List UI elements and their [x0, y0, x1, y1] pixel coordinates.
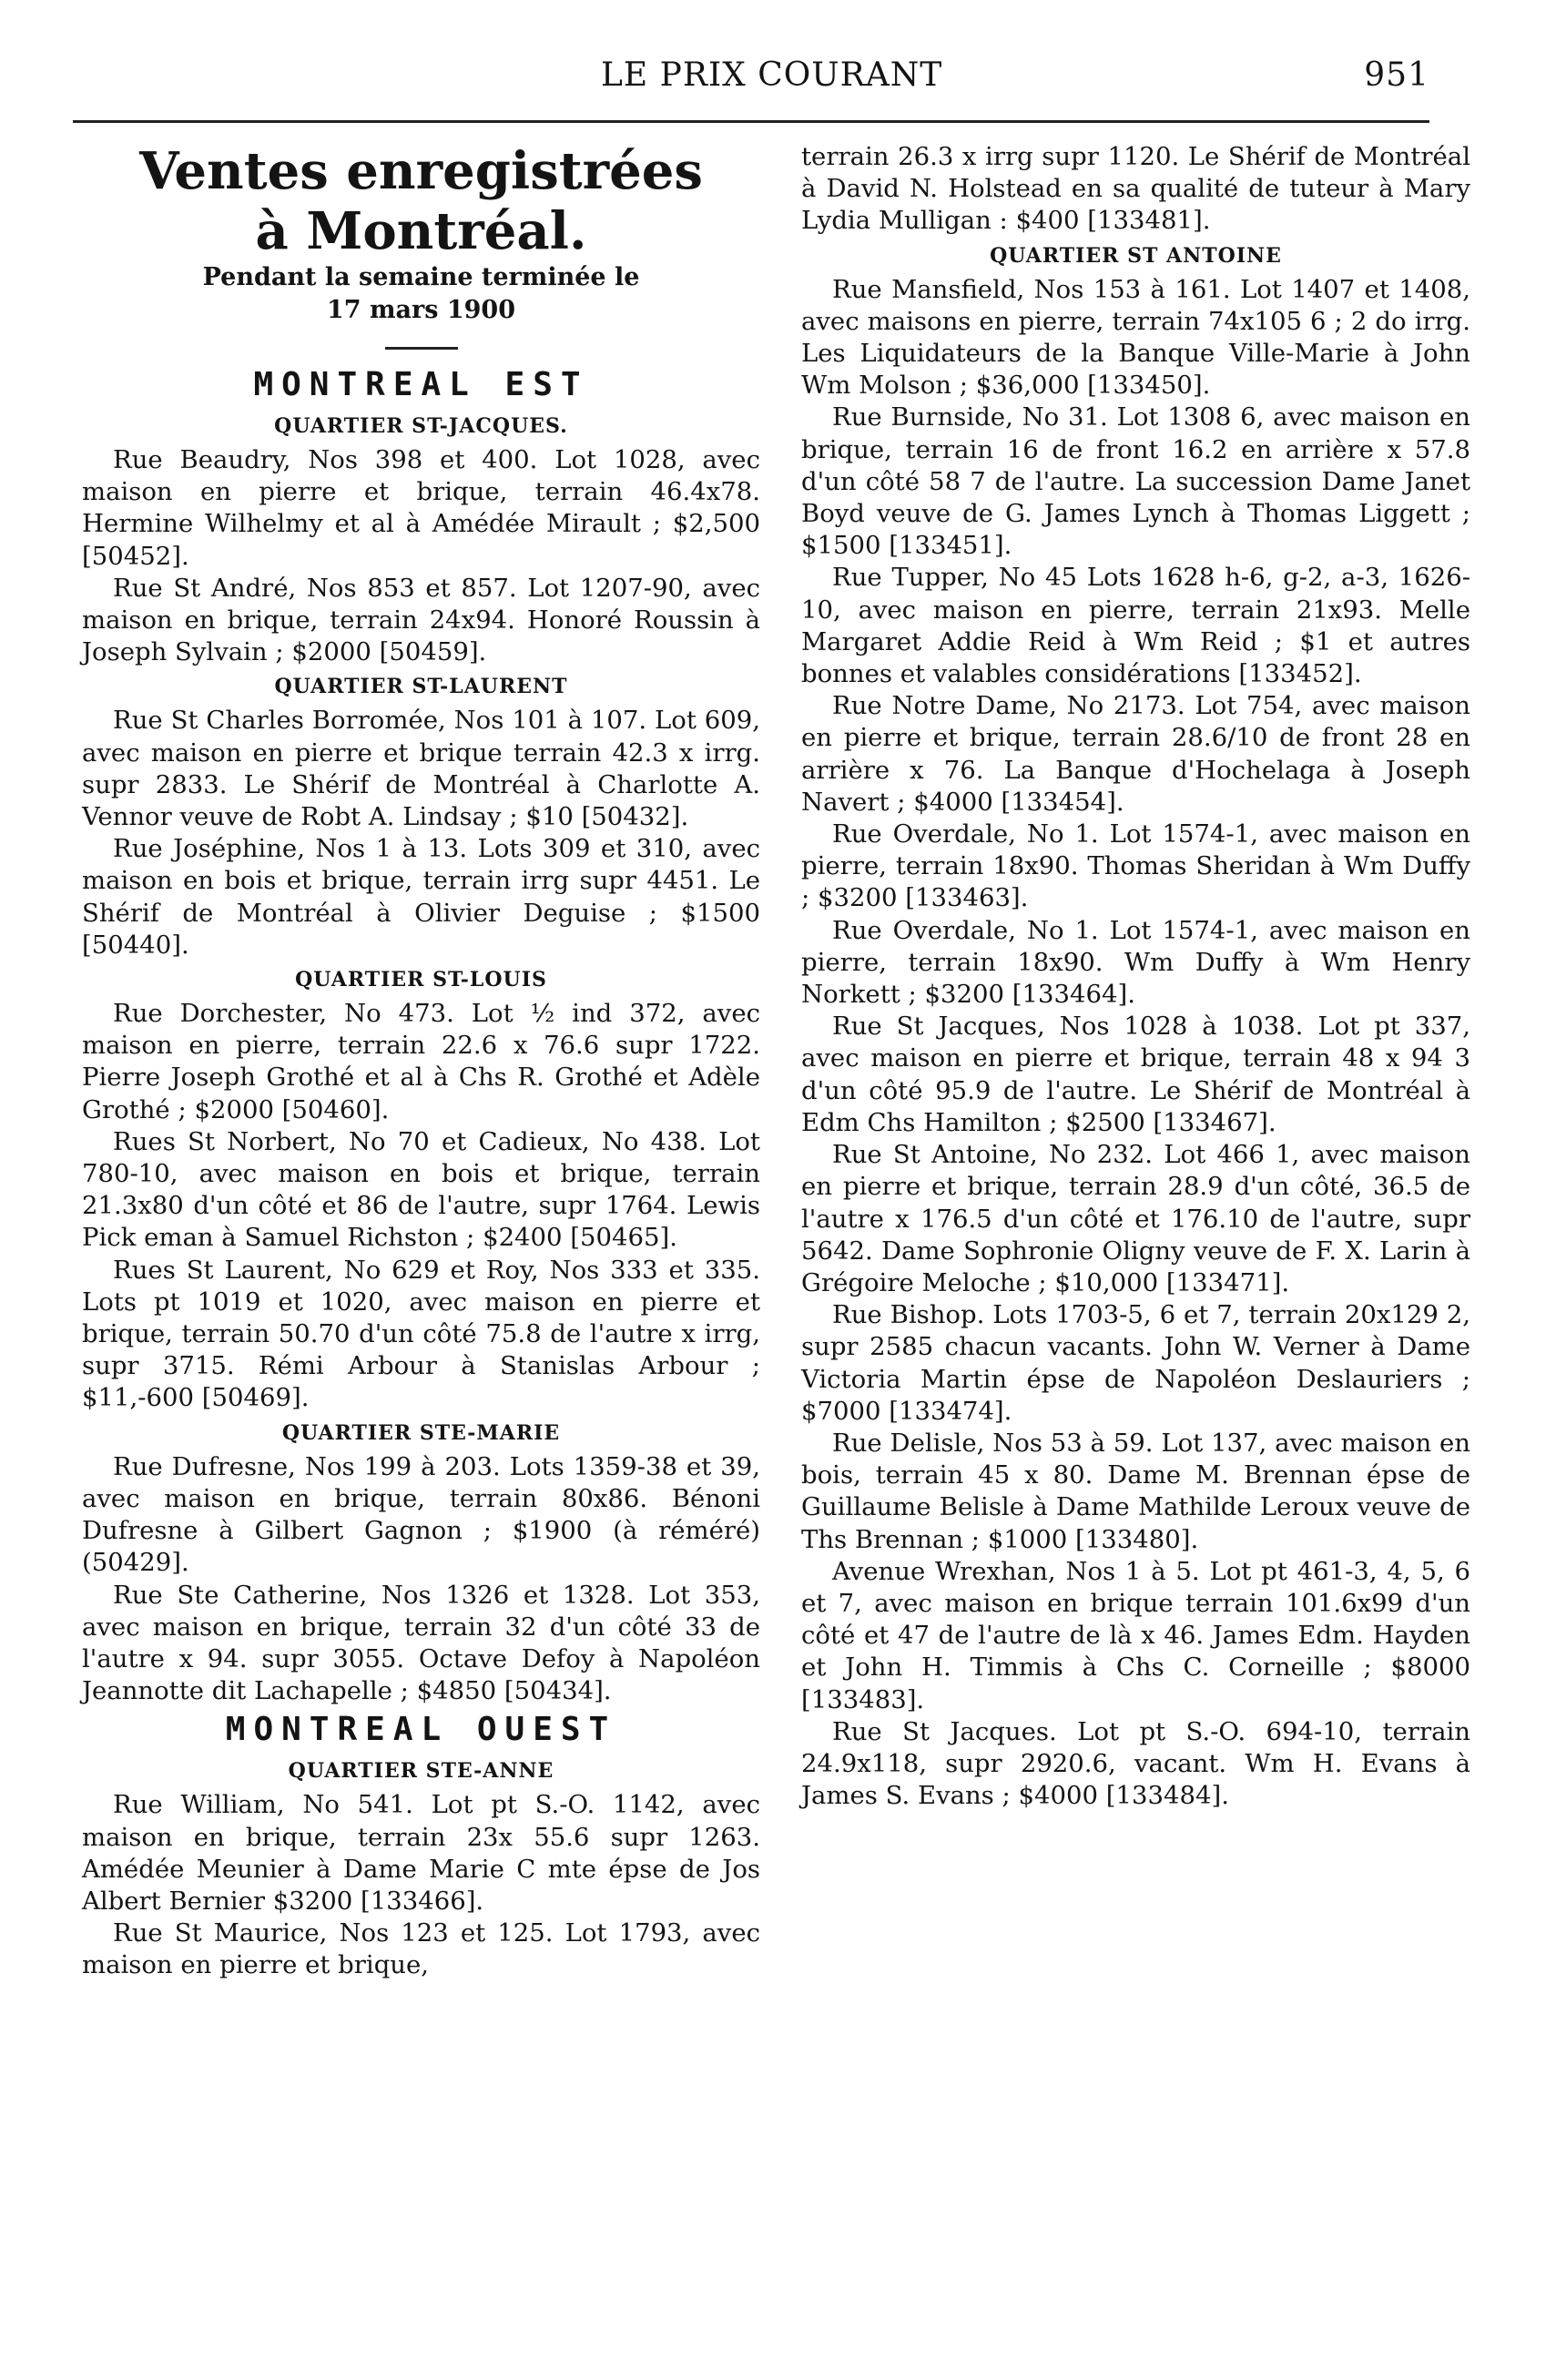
quartier-st-laurent: QUARTIER ST-LAURENT	[274, 675, 568, 699]
left-column	[82, 141, 760, 1982]
sale-entry-continued: terrain 26.3 x irrg supr 1120. Le Shérif de Montréal à David N. Holstead en sa qualité de tuteur à Mary Lydia Mulligan : $400 [133481].	[801, 142, 1470, 236]
sale-entry: Avenue Wrexhan, Nos 1 à 5. Lot pt 461-3, 4, 5, 6 et 7, avec maison en brique terrain 101.6x99 d'un côté et 47 de l'autre de là x 46. James Edm. Hayden et John H. Timmis à Chs C. Corneille ; $8000 [133483].	[801, 1556, 1470, 1714]
sale-entry: Rue Tupper, No 45 Lots 1628 h-6, g-2, a-3, 1626-10, avec maison en pierre, terrain 21x93. Melle Margaret Addie Reid à Wm Reid ; $1 et autres bonnes et valables considérations [133452].	[801, 563, 1470, 689]
sale-entry: Rue St Maurice, Nos 123 et 125. Lot 1793, avec maison en pierre et brique,	[82, 1918, 760, 1980]
section-title-line2: à Montréal.	[255, 201, 587, 261]
sale-entry: Rue Dufresne, Nos 199 à 203. Lots 1359-38 et 39, avec maison en brique, terrain 80x86. Bénoni Dufresne à Gilbert Gagnon ; $1900 (à réméré) (50429].	[82, 1451, 760, 1578]
sale-entry: Rue Notre Dame, No 2173. Lot 754, avec maison en pierre et brique, terrain 28.6/10 de front 28 en arrière x 76. La Banque d'Hochelaga à Joseph Navert ; $4000 [133454].	[801, 691, 1470, 817]
sale-entry: Rue Ste Catherine, Nos 1326 et 1328. Lot 353, avec maison en brique, terrain 32 d'un côté 33 de l'autre x 94. supr 3055. Octave Defoy à Napoléon Jeannotte dit Lachapelle ; $4850 [50434].	[82, 1580, 760, 1706]
sale-entry: Rue Burnside, No 31. Lot 1308 6, avec maison en brique, terrain 16 de front 16.2 en arrière x 57.8 d'un côté 58 7 de l'autre. La succession Dame Janet Boyd veuve de G. James Lynch à Thomas Liggett ; $1500 [133451].	[801, 402, 1470, 561]
quartier-ste-marie: QUARTIER STE-MARIE	[281, 1420, 561, 1445]
district-heading-est: MONTREAL EST	[253, 366, 589, 403]
header-rule	[73, 120, 1429, 123]
right-column	[801, 141, 1470, 1812]
sale-entry: Rues St Norbert, No 70 et Cadieux, No 438. Lot 780-10, avec maison en bois et brique, terrain 21.3x80 d'un côté et 86 de l'autre, supr 1764. Lewis Pick eman à Samuel Richston ; $2400 [50465].	[82, 1126, 760, 1253]
page-number: 951	[1364, 56, 1429, 94]
sale-entry: Rue William, No 541. Lot pt S.-O. 1142, avec maison en brique, terrain 23x 55.6 supr 1263. Amédée Meunier à Dame Marie C mte épse de Jos Albert Bernier $3200 [133466].	[82, 1790, 760, 1916]
sale-entry: Rue Dorchester, No 473. Lot ½ ind 372, avec maison en pierre, terrain 22.6 x 76.6 supr 1722. Pierre Joseph Grothé et al à Chs R. Grothé et Adèle Grothé ; $2000 [50460].	[82, 999, 760, 1124]
sale-entry: Rue Mansfield, Nos 153 à 161. Lot 1407 et 1408, avec maisons en pierre, terrain 74x105 6 ; 2 do irrg. Les Liquidateurs de la Banque Ville-Marie à John Wm Molson ; $36,000 [133450].	[801, 274, 1470, 401]
quartier-st-louis: QUARTIER ST-LOUIS	[295, 968, 547, 992]
sale-entry: Rue St Charles Borromée, Nos 101 à 107. Lot 609, avec maison en pierre et brique terrain 42.3 x irrg. supr 2833. Le Shérif de Montréal à Charlotte A. Vennor veuve de Robt A. Lindsay ; $10 [50432].	[82, 706, 760, 832]
running-header	[73, 56, 1429, 111]
quartier-st-jacques: QUARTIER ST-JACQUES.	[274, 414, 568, 438]
sale-entry: Rue St Antoine, No 232. Lot 466 1, avec maison en pierre et brique, terrain 28.9 d'un côté, 36.5 de l'autre x 176.5 d'un côté et 176.10 de l'autre, supr 5642. Dame Sophronie Oligny veuve de F. X. Larin à Grégoire Meloche ; $10,000 [133471].	[801, 1140, 1470, 1297]
sale-entry: Rue St Jacques. Lot pt S.-O. 694-10, terrain 24.9x118, supr 2920.6, vacant. Wm H. Evans à James S. Evans ; $4000 [133484].	[801, 1716, 1470, 1811]
subtitle-line2: 17 mars 1900	[326, 296, 515, 324]
journal-title: LE PRIX COURANT	[601, 56, 943, 94]
subtitle-line1: Pendant la semaine terminée le	[202, 263, 640, 291]
title-rule	[385, 347, 458, 350]
sale-entry: Rue Joséphine, Nos 1 à 13. Lots 309 et 310, avec maison en bois et brique, terrain irrg supr 4451. Le Shérif de Montréal à Olivier Deguise ; $1500 [50440].	[82, 834, 760, 960]
sale-entry: Rue Overdale, No 1. Lot 1574-1, avec maison en pierre, terrain 18x90. Thomas Sheridan à Wm Duffy ; $3200 [133463].	[801, 819, 1470, 913]
sale-entry: Rue Beaudry, Nos 398 et 400. Lot 1028, avec maison en pierre et brique, terrain 46.4x78. Hermine Wilhelmy et al à Amédée Mirault ; $2,500 [50452].	[82, 445, 760, 571]
quartier-ste-anne: QUARTIER STE-ANNE	[288, 1759, 554, 1784]
sale-entry: Rue St André, Nos 853 et 857. Lot 1207-90, avec maison en brique, terrain 24x94. Honoré Roussin à Joseph Sylvain ; $2000 [50459].	[82, 573, 760, 667]
section-title-line1: Ventes enregistrées	[139, 141, 703, 201]
sale-entry: Rue Overdale, No 1. Lot 1574-1, avec maison en pierre, terrain 18x90. Wm Duffy à Wm Henry Norkett ; $3200 [133464].	[801, 915, 1470, 1010]
sale-entry: Rue Bishop. Lots 1703-5, 6 et 7, terrain 20x129 2, supr 2585 chacun vacants. John W. Verner à Dame Victoria Martin épse de Napoléon Deslauriers ; $7000 [133474].	[801, 1300, 1470, 1426]
sale-entry: Rue Delisle, Nos 53 à 59. Lot 137, avec maison en bois, terrain 45 x 80. Dame M. Brennan épse de Guillaume Belisle à Dame Mathilde Leroux veuve de Ths Brennan ; $1000 [133480].	[801, 1428, 1470, 1554]
district-heading-ouest: MONTREAL OUEST	[225, 1711, 617, 1749]
sale-entry: Rues St Laurent, No 629 et Roy, Nos 333 et 335. Lots pt 1019 et 1020, avec maison en pierre et brique, terrain 50.70 d'un côté 75.8 de l'autre x irrg, supr 3715. Rémi Arbour à Stanislas Arbour ; $11,-600 [50469].	[82, 1255, 760, 1413]
sale-entry: Rue St Jacques, Nos 1028 à 1038. Lot pt 337, avec maison en pierre et brique, terrain 48 x 94 3 d'un côté 95.9 de l'autre. Le Shérif de Montréal à Edm Chs Hamilton ; $2500 [133467].	[801, 1012, 1470, 1137]
quartier-st-antoine: QUARTIER ST ANTOINE	[990, 243, 1282, 268]
